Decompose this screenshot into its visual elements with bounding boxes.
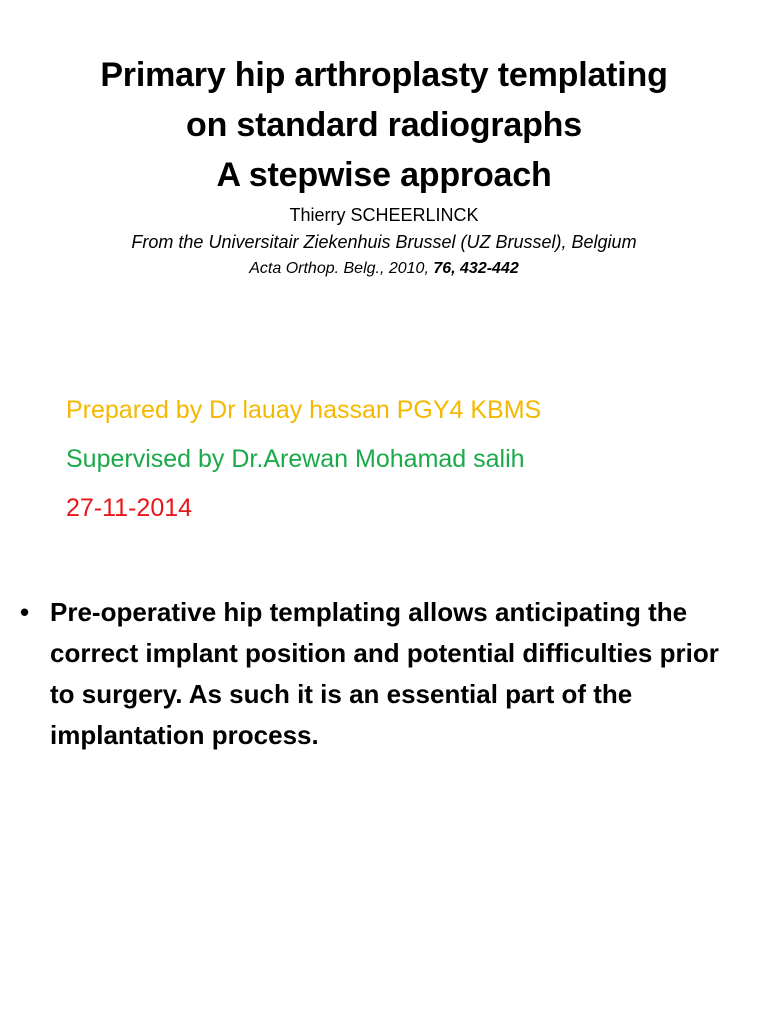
citation-journal: Acta Orthop. Belg., 2010, bbox=[249, 260, 434, 277]
citation-volume-pages: 76, 432-442 bbox=[433, 260, 519, 277]
bullet-icon: • bbox=[20, 597, 30, 627]
title-line-3: A stepwise approach bbox=[216, 156, 552, 194]
bullet-item bbox=[20, 592, 750, 756]
presentation-date: 27-11-2014 bbox=[66, 494, 193, 522]
title-line-2: on standard radiographs bbox=[186, 106, 582, 144]
title-block bbox=[0, 50, 768, 282]
author: Thierry SCHEERLINCK bbox=[289, 205, 479, 225]
title-line-1: Primary hip arthroplasty templating bbox=[100, 56, 668, 94]
supervised-by: Supervised by Dr.Arewan Mohamad salih bbox=[66, 445, 525, 473]
credits bbox=[66, 386, 541, 533]
affiliation: From the Universitair Ziekenhuis Brussel (UZ Brussel), Belgium bbox=[131, 232, 637, 252]
prepared-by: Prepared by Dr lauay hassan PGY4 KBMS bbox=[66, 396, 542, 424]
citation bbox=[0, 256, 768, 282]
bullet-list bbox=[20, 592, 750, 756]
bullet-text: Pre-operative hip templating allows anticipating the correct implant position and potential difficulties prior to surgery. As such it is an essential part of the implantation process. bbox=[50, 597, 719, 750]
